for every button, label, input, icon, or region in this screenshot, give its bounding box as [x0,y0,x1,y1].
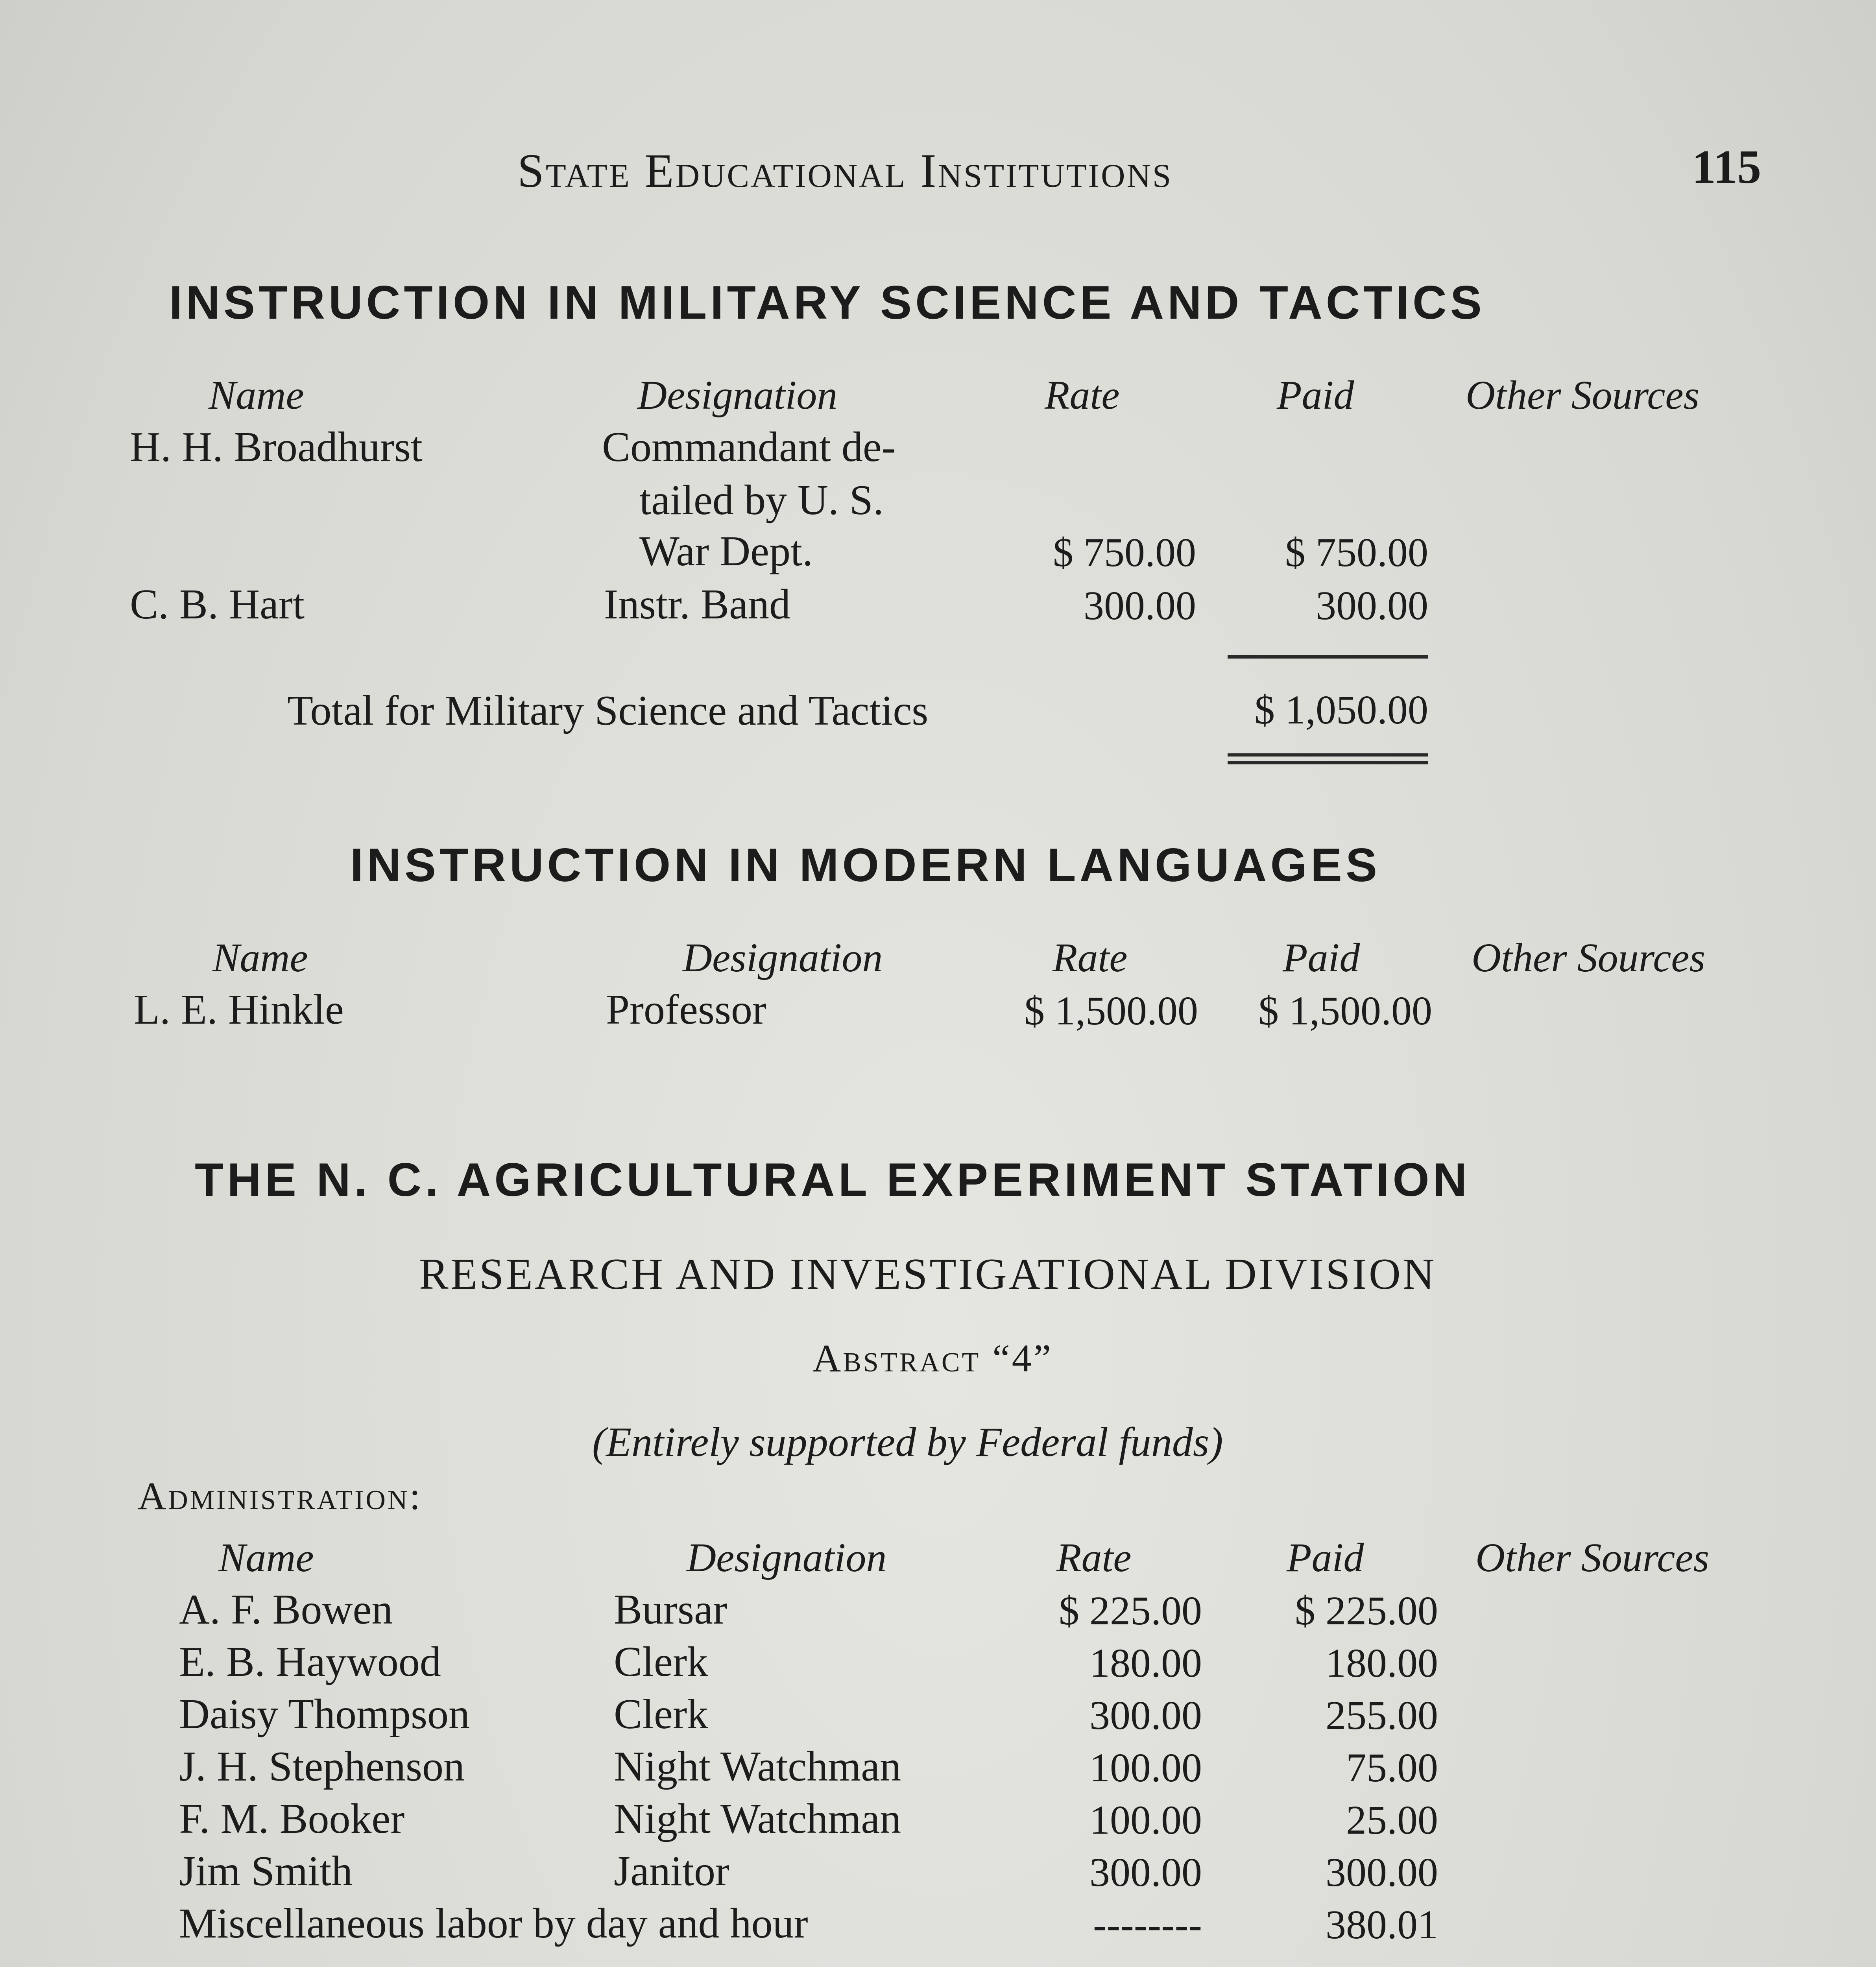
abstract-label: Abstract “4” [812,1336,1053,1380]
row-paid: 180.00 [1326,1640,1438,1686]
row-designation-line: Commandant de- [602,424,896,471]
row-rate: 300.00 [1084,583,1196,628]
row-rate: 300.00 [1089,1850,1202,1895]
col-header-designation: Designation [683,935,883,980]
row-designation: Night Watchman [614,1743,901,1790]
row-rate: 300.00 [1089,1693,1202,1738]
row-name: J. H. Stephenson [179,1743,465,1790]
row-rate: 100.00 [1089,1745,1202,1790]
col-header-designation: Designation [637,373,838,418]
row-designation: Clerk [614,1639,708,1685]
row-name: E. B. Haywood [179,1639,441,1685]
row-designation: Instr. Band [604,581,790,628]
col-header-other: Other Sources [1466,373,1700,418]
total-label: Total for Military Science and Tactics [287,687,929,734]
row-paid: 255.00 [1326,1693,1438,1738]
row-name: A. F. Bowen [179,1586,393,1633]
running-header: State Educational Institutions [517,144,1173,197]
row-name: F. M. Booker [179,1795,405,1842]
row-name: Daisy Thompson [179,1691,470,1738]
total-value: $ 1,050.00 [1254,687,1428,733]
row-rate: $ 225.00 [1059,1588,1202,1633]
row-rate: 180.00 [1089,1640,1202,1686]
col-header-rate: Rate [1045,373,1120,418]
section-title-languages: INSTRUCTION IN MODERN LANGUAGES [350,839,1381,891]
row-paid: 75.00 [1346,1745,1438,1790]
misc-labor-rate: -------- [1093,1902,1202,1947]
row-designation-line: War Dept. [639,528,813,575]
col-header-rate: Rate [1056,1535,1132,1580]
col-header-designation: Designation [687,1535,887,1580]
row-paid: 300.00 [1316,583,1428,628]
col-header-name: Name [218,1535,314,1580]
col-header-paid: Paid [1287,1535,1364,1580]
row-paid: $ 225.00 [1295,1588,1438,1633]
section-title-station: THE N. C. AGRICULTURAL EXPERIMENT STATION [195,1153,1471,1206]
row-designation: Clerk [614,1691,708,1738]
section-subtitle: RESEARCH AND INVESTIGATIONAL DIVISION [419,1250,1437,1299]
misc-labor-label: Miscellaneous labor by day and hour [179,1900,808,1947]
row-rate: $ 1,500.00 [1024,988,1198,1033]
row-designation: Janitor [614,1848,729,1895]
row-designation: Professor [606,986,766,1033]
row-name: Jim Smith [179,1848,353,1895]
col-header-other: Other Sources [1475,1535,1710,1580]
row-designation: Night Watchman [614,1795,901,1842]
col-header-other: Other Sources [1472,935,1706,980]
row-designation-line: tailed by U. S. [639,477,884,524]
row-designation: Bursar [614,1586,727,1633]
row-paid: 25.00 [1346,1797,1438,1843]
col-header-paid: Paid [1277,373,1354,418]
col-header-name: Name [212,935,308,980]
sum-rule [1228,655,1428,659]
col-header-rate: Rate [1052,935,1128,980]
page-number: 115 [1692,140,1762,194]
row-paid: 300.00 [1326,1850,1438,1895]
double-rule [1228,753,1428,764]
row-name: L. E. Hinkle [134,986,344,1033]
funding-note: (Entirely supported by Federal funds) [592,1419,1223,1465]
group-label-administration: Administration: [138,1474,423,1518]
misc-labor-paid: 380.01 [1326,1902,1438,1947]
col-header-paid: Paid [1283,935,1360,980]
row-name: H. H. Broadhurst [130,424,423,471]
col-header-name: Name [209,373,304,418]
row-name: C. B. Hart [130,581,305,628]
row-paid: $ 1,500.00 [1258,988,1432,1033]
section-title-military: INSTRUCTION IN MILITARY SCIENCE AND TACTICS [169,276,1485,329]
row-paid: $ 750.00 [1285,530,1428,575]
row-rate: 100.00 [1089,1797,1202,1843]
row-rate: $ 750.00 [1053,530,1196,575]
